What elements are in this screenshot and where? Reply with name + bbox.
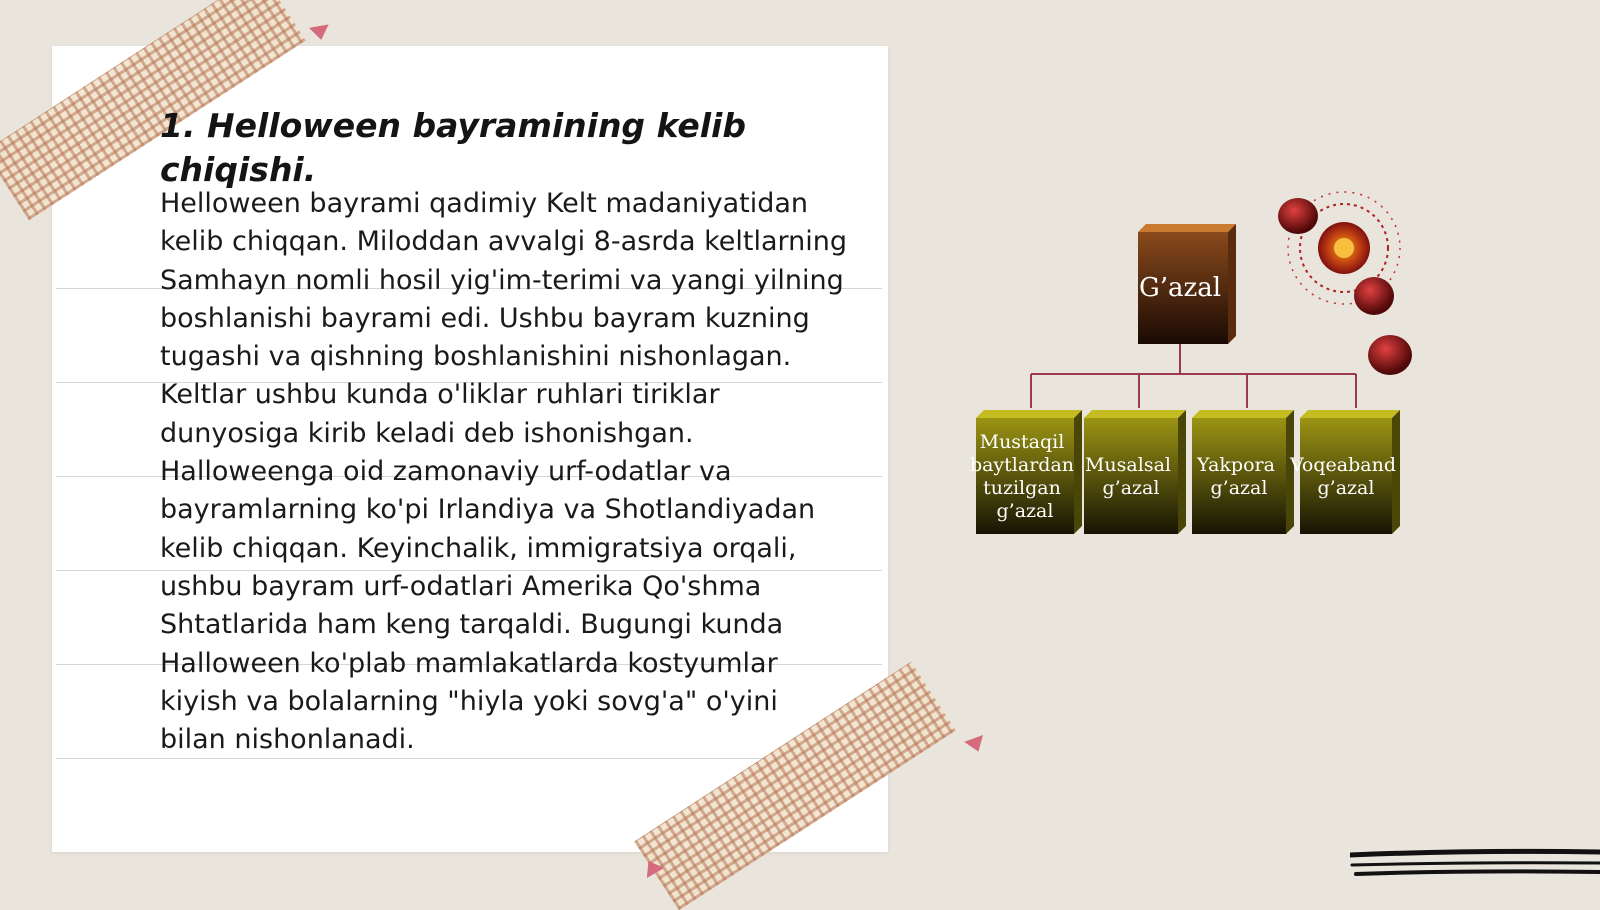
slide-body-text: Helloween bayrami qadimiy Kelt madaniyatidan kelib chiqqan. Miloddan avvalgi 8-asrda keltlarning Samhayn nomli hosil yig'im-terimi va yangi yilning boshlanishi bayrami edi. Ushbu bayram kuzning tugashi va qishning boshlanishini nishonlagan. Keltlar ushbu kunda o'liklar ruhlari tiriklar dunyosiga kirib keladi deb ishonishgan. Halloweenga oid zamonaviy urf-odatlar va bayramlarning ko'pi Irlandiya va Shotlandiyadan kelib chiqqan. Keyinchalik, immigratsiya orqali, ushbu bayram urf-odatlari Amerika Qo'shma Shtatlarida ham keng tarqaldi. Bugungi kunda Halloween ko'plab mamlakatlarda kostyumlar kiyish va bolalarning "hiyla yoki sovg'a" o'yini bilan nishonlanadi. (160, 188, 848, 756)
child-label-line: g’azal (996, 500, 1054, 522)
child-label-line: baytlardan (969, 454, 1075, 476)
pin-marker (964, 735, 988, 755)
child-label-line: Voqeaband (1289, 454, 1396, 476)
diagram-child-node (1084, 410, 1186, 534)
gazal-hierarchy-diagram (950, 180, 1450, 560)
diagram-root-node (1138, 224, 1236, 344)
child-label-line: Musalsal (1084, 454, 1171, 476)
child-label-line: tuzilgan (983, 477, 1061, 499)
pin-marker (309, 24, 331, 41)
child-label-line: g’azal (1102, 477, 1160, 499)
child-label-line: Mustaqil (979, 431, 1065, 453)
brush-stroke-lines (1350, 846, 1600, 886)
child-label-line: g’azal (1317, 477, 1375, 499)
slide-title: 1. Helloween bayramining kelib chiqishi. (160, 106, 746, 189)
diagram-child-node (1289, 410, 1402, 534)
flower-decoration-icon (1278, 192, 1412, 375)
diagram-child-node (1192, 410, 1294, 534)
diagram-root-label: G’azal (1138, 273, 1222, 303)
diagram-connectors (1031, 344, 1356, 408)
child-label-line: Yakpora (1197, 454, 1275, 476)
diagram-child-node (970, 410, 1082, 534)
child-label-line: g’azal (1210, 477, 1268, 499)
